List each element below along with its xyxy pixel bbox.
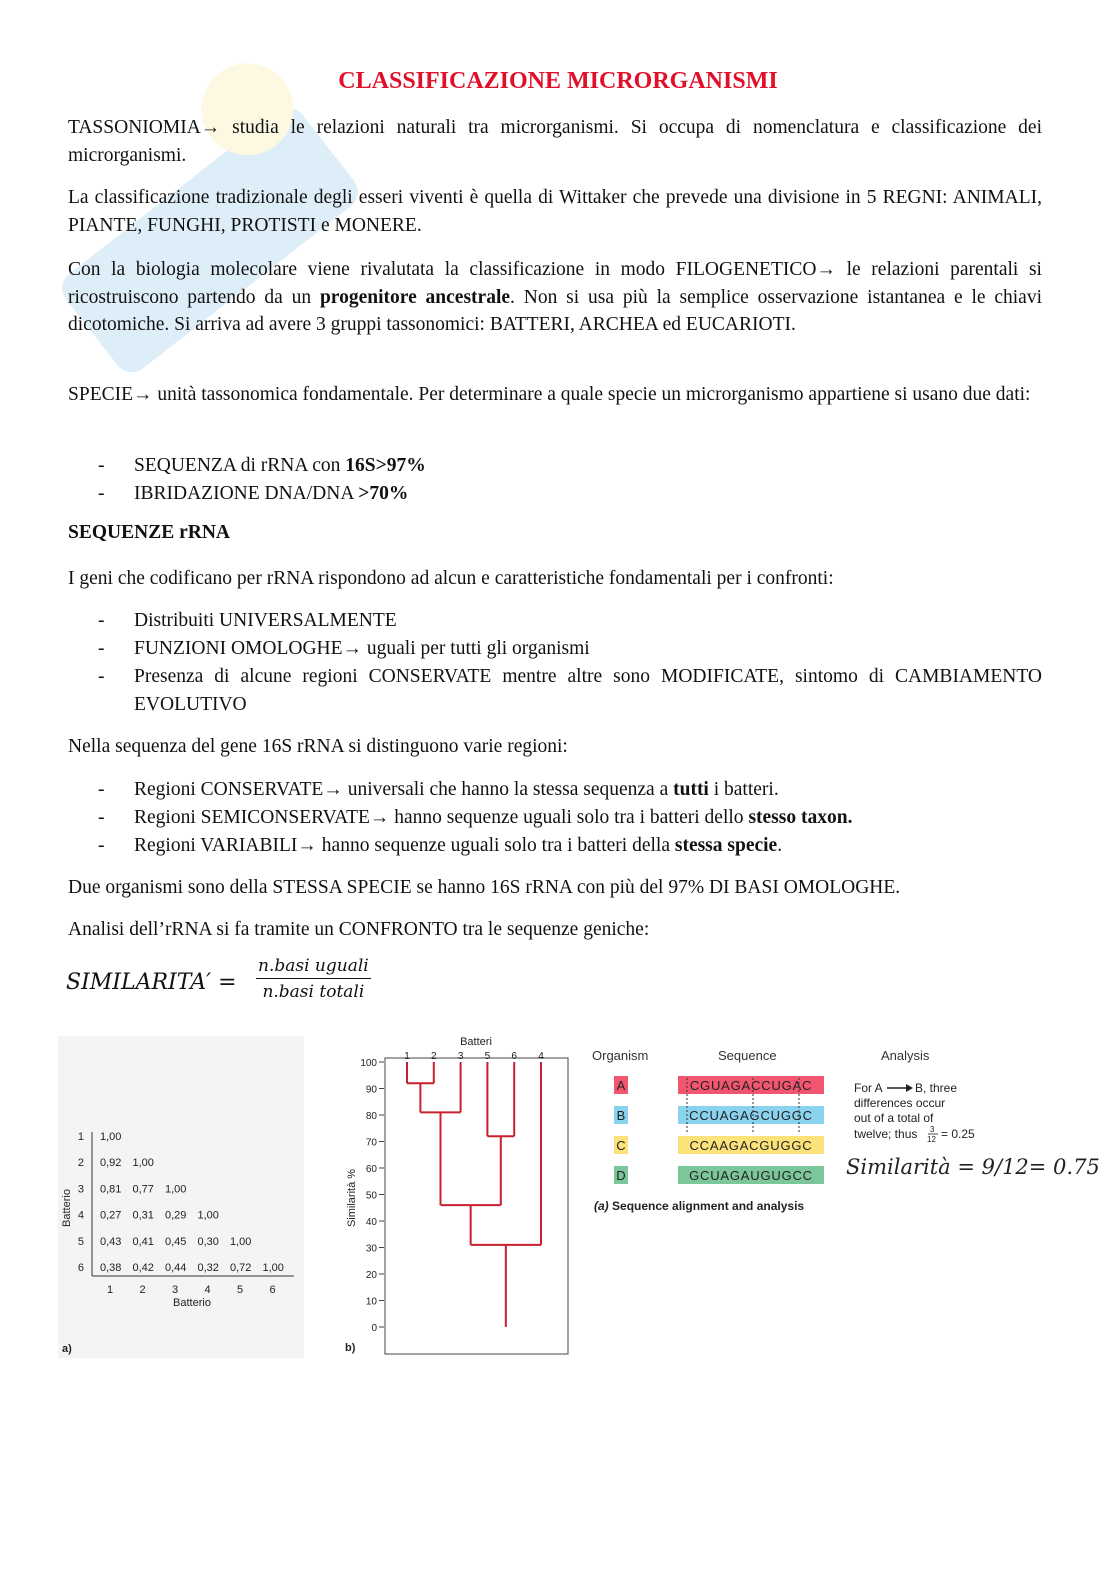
formula-lhs: SIMILARITA′ = <box>66 970 237 995</box>
sequence-row <box>614 1136 824 1154</box>
matrix-cell: 1,00 <box>165 1183 187 1196</box>
header-sequence: Sequence <box>718 1048 777 1063</box>
matrix-row-label: 6 <box>77 1262 84 1274</box>
sequence-row <box>614 1106 824 1124</box>
paragraph-tassonomia: TASSONIOMIA→ studia le relazioni naturali tra microrganismi. Si occupa di nomenclatura e classificazione dei microrganismi. <box>68 117 1042 166</box>
organism-label: D <box>616 1168 626 1183</box>
leaf-label: 2 <box>431 1051 437 1062</box>
list-regioni <box>98 776 1042 860</box>
matrix-row-label: 3 <box>77 1183 84 1196</box>
formula-numerator: n.basi uguali <box>256 956 371 979</box>
sequence-text: CCAAGACGUGGC <box>689 1138 813 1153</box>
y-tick-label: 80 <box>365 1111 377 1122</box>
matrix-cell: 0,43 <box>100 1235 122 1248</box>
y-tick-label: 0 <box>371 1323 377 1334</box>
organism-label: C <box>616 1138 626 1153</box>
figure-c-sequence-alignment <box>586 1040 1006 1230</box>
matrix-cell: 0,29 <box>165 1209 187 1222</box>
analysis-line-4: twelve; thus <box>854 1127 918 1141</box>
header-organism: Organism <box>592 1048 649 1063</box>
analysis-fraction-den: 12 <box>927 1135 936 1144</box>
fig-b-panel-label: b) <box>345 1342 356 1354</box>
matrix-col-label: 5 <box>236 1284 244 1296</box>
matrix-cell: 0,31 <box>132 1209 154 1222</box>
list-item: - SEQUENZA di rRNA con 16S>97% <box>98 455 426 476</box>
matrix-row-label: 2 <box>77 1157 84 1170</box>
fig-b-ylabel: Similarità % <box>346 1168 358 1228</box>
analysis-fraction-num: 3 <box>930 1125 935 1134</box>
arrow-head-icon <box>906 1084 913 1092</box>
list-item: - Presenza di alcune regioni CONSERVATE mentre altre sono MODIFICATE, sintomo di CAMBIAMENTO EVOLUTIVO <box>98 666 1042 715</box>
y-tick-label: 50 <box>365 1190 377 1202</box>
fig-a-xlabel: Batterio <box>173 1297 211 1309</box>
matrix-col-label: 4 <box>204 1284 211 1296</box>
analysis-line-1b: B, three <box>915 1081 958 1095</box>
matrix-cell: 0,38 <box>100 1262 122 1274</box>
paragraph-regioni: Nella sequenza del gene 16S rRNA si distinguono varie regioni: <box>68 736 568 757</box>
formula-denominator: n.basi totali <box>262 982 365 1002</box>
sequence-text: CCUAGAGCUGGC <box>689 1108 813 1123</box>
fig-a-ylabel: Batterio <box>61 1189 73 1227</box>
matrix-col-label: 3 <box>171 1284 179 1296</box>
y-tick-label: 20 <box>365 1270 377 1281</box>
matrix-cell: 0,45 <box>165 1235 187 1248</box>
matrix-cell: 1,00 <box>197 1209 219 1222</box>
list-item: - IBRIDAZIONE DNA/DNA >70% <box>98 483 409 504</box>
paragraph-filogenetico: Con la biologia molecolare viene rivalutata la classificazione in modo FILOGENETICO→ le relazioni parentali si ricostruiscono partendo da un progenitore ancestrale. Non si usa più la semplice osservazione istantanea e le chiavi dicotomiche. Si arriva ad avere 3 gruppi tassonomici: BATTERI, ARCHEA ed EUCARIOTI. <box>68 259 1043 335</box>
list-item: - Regioni VARIABILI→ hanno sequenze uguali solo tra i batteri della stessa specie. <box>98 835 783 856</box>
analysis-line-3: out of a total of <box>854 1111 934 1125</box>
fig-c-caption: (a) Sequence alignment and analysis <box>594 1199 805 1213</box>
y-tick-label: 100 <box>360 1058 377 1069</box>
leaf-label: 4 <box>538 1051 544 1062</box>
list-specie-criteria <box>98 452 1042 508</box>
matrix-cell: 0,42 <box>132 1262 154 1274</box>
leaf-label: 3 <box>457 1051 464 1062</box>
leaf-label: 6 <box>511 1051 517 1062</box>
matrix-cell: 0,81 <box>100 1183 122 1196</box>
organism-label: B <box>616 1108 626 1123</box>
list-item: - Distribuiti UNIVERSALMENTE <box>98 610 397 631</box>
sequence-row <box>614 1166 824 1184</box>
y-tick-label: 90 <box>365 1084 377 1096</box>
matrix-cell: 1,00 <box>230 1235 252 1248</box>
y-tick-label: 70 <box>365 1137 377 1149</box>
matrix-cell: 0,72 <box>230 1262 252 1274</box>
formula-fraction <box>256 956 371 1002</box>
matrix-cell: 0,30 <box>197 1235 219 1248</box>
list-rrna-features <box>98 607 1042 719</box>
paragraph-geni: I geni che codificano per rRNA rispondono ad alcun e caratteristiche fondamentali per i confronti: <box>68 568 834 589</box>
matrix-row-label: 5 <box>77 1235 84 1248</box>
matrix-cell: 1,00 <box>262 1262 284 1274</box>
list-item: - Regioni CONSERVATE→ universali che hanno la stessa sequenza a tutti i batteri. <box>98 779 779 800</box>
sequence-text: GCUAGAUGUGCC <box>689 1168 813 1183</box>
y-tick-label: 30 <box>365 1243 377 1255</box>
organism-label: A <box>616 1078 626 1093</box>
y-tick-label: 40 <box>365 1217 377 1228</box>
paragraph-wittaker: La classificazione tradizionale degli esseri viventi è quella di Wittaker che prevede una divisione in 5 REGNI: ANIMALI, PIANTE, FUNGHI, PROTISTI e MONERE. <box>68 187 1042 236</box>
paragraph-specie: SPECIE→ unità tassonomica fondamentale. Per determinare a quale specie un microrganismo appartiene si usano due dati: <box>68 384 1031 405</box>
matrix-row-label: 1 <box>77 1131 84 1143</box>
matrix-col-label: 6 <box>269 1284 276 1296</box>
matrix-cell: 0,27 <box>100 1209 122 1222</box>
matrix-cell: 0,77 <box>132 1183 154 1196</box>
fig-a-panel-label: a) <box>62 1343 72 1355</box>
analysis-line-1: For A <box>854 1081 883 1095</box>
figure-a-similarity-matrix <box>58 1036 304 1358</box>
matrix-cell: 0,44 <box>165 1262 187 1274</box>
section-heading: SEQUENZE rRNA <box>68 522 230 543</box>
analysis-line-2: differences occur <box>854 1096 946 1110</box>
figure-b-dendrogram <box>340 1032 580 1360</box>
fig-b-title: Batteri <box>460 1036 492 1048</box>
y-tick-label: 10 <box>365 1296 377 1308</box>
matrix-cell: 0,32 <box>197 1262 219 1274</box>
list-item: - Regioni SEMICONSERVATE→ hanno sequenze uguali solo tra i batteri dello stesso taxon. <box>98 807 853 828</box>
matrix-cell: 0,92 <box>100 1157 122 1170</box>
paragraph-analisi: Analisi dell’rRNA si fa tramite un CONFRONTO tra le sequenze geniche: <box>68 919 650 940</box>
matrix-cell: 0,41 <box>132 1235 154 1248</box>
analysis-line-5: = 0.25 <box>941 1127 975 1141</box>
leaf-label: 5 <box>484 1051 491 1062</box>
sequence-text: CGUAGACCUGAC <box>689 1078 813 1093</box>
matrix-col-label: 2 <box>139 1284 146 1296</box>
similarity-result: Similarità = 9/12= 0.75 <box>846 1155 1100 1179</box>
header-analysis: Analysis <box>881 1048 930 1063</box>
matrix-col-label: 1 <box>106 1284 114 1296</box>
list-item: - FUNZIONI OMOLOGHE→ uguali per tutti gli organismi <box>98 638 590 659</box>
sequence-row <box>614 1076 824 1094</box>
y-tick-label: 60 <box>365 1164 377 1175</box>
leaf-label: 1 <box>404 1051 410 1062</box>
matrix-cell: 1,00 <box>100 1131 122 1143</box>
matrix-cell: 1,00 <box>132 1157 154 1170</box>
matrix-row-label: 4 <box>77 1209 84 1222</box>
paragraph-stessa-specie: Due organismi sono della STESSA SPECIE se hanno 16S rRNA con più del 97% DI BASI OMOLOGHE. <box>68 877 901 898</box>
page-title: CLASSIFICAZIONE MICRORGANISMI <box>338 68 778 94</box>
